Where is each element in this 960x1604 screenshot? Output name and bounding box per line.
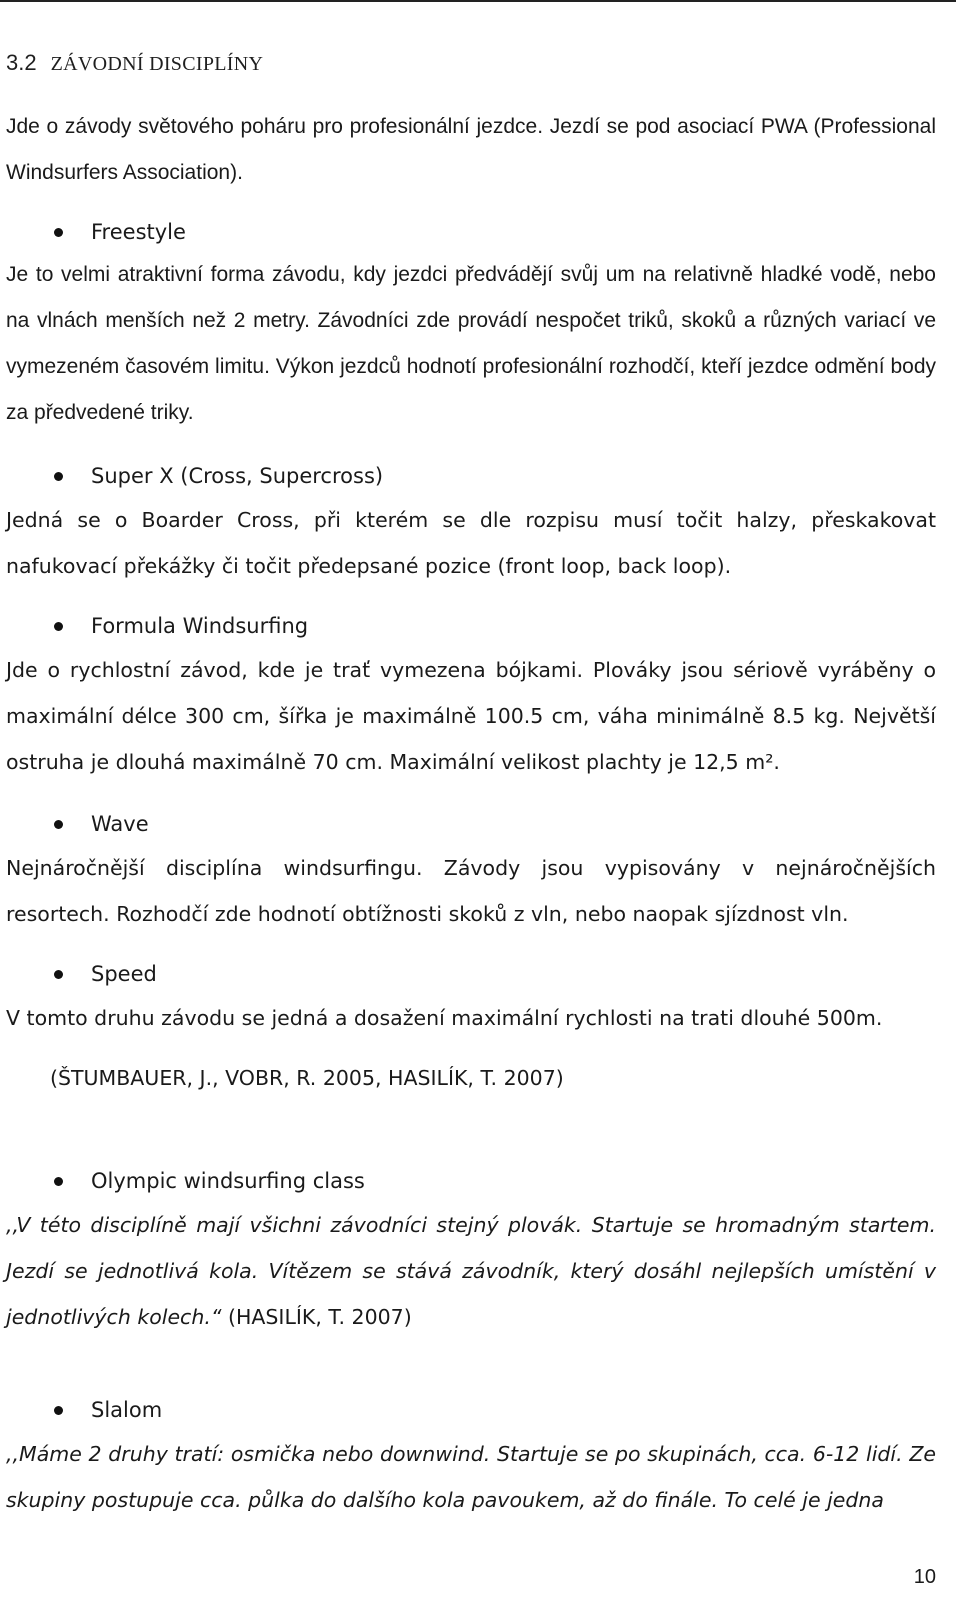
list-item-slalom xyxy=(6,1390,936,1430)
page-number: 10 xyxy=(913,1566,936,1588)
citation: (ŠTUMBAUER, J., VOBR, R. 2005, HASILÍK, T. 2007) xyxy=(50,1066,564,1090)
bullet-label: Slalom xyxy=(91,1398,163,1422)
speed-paragraph: V tomto druhu závodu se jedná a dosažení maximální rychlosti na trati dlouhé 500m. xyxy=(6,1006,883,1030)
olympic-quote-text: ‚‚V této disciplíně mají všichni závodníci stejný plovák. Startuje se hromadným startem. Jezdí se jednotlivá kola. Vítězem se stává závodník, který dosáhl nejlepších umístění v jednotlivých kolech.“ xyxy=(6,1213,936,1329)
list-item-wave xyxy=(6,804,936,844)
top-rule xyxy=(0,0,956,2)
wave-paragraph: Nejnáročnější disciplína windsurfingu. Závody jsou vypisovány v nejnáročnějších resortech. Rozhodčí zde hodnotí obtížnosti skoků z vln, nebo naopak sjízdnost vln. xyxy=(6,856,936,926)
section-number: 3.2 xyxy=(6,50,37,75)
bullet-icon xyxy=(54,1406,63,1415)
section-heading xyxy=(6,50,263,76)
bullet-icon xyxy=(54,472,63,481)
list-item-freestyle xyxy=(6,212,936,252)
bullet-label: Super X (Cross, Supercross) xyxy=(91,464,384,488)
intro-paragraph: Jde o závody světového poháru pro profesionální jezdce. Jezdí se pod asociací PWA (Professional Windsurfers Association). xyxy=(6,115,936,184)
bullet-icon xyxy=(54,622,63,631)
list-item-olympic xyxy=(6,1161,936,1201)
olympic-quote-source: (HASILÍK, T. 2007) xyxy=(221,1305,412,1329)
bullet-label: Speed xyxy=(91,962,157,986)
bullet-icon xyxy=(54,970,63,979)
slalom-quote: ‚‚Máme 2 druhy tratí: osmička nebo downwind. Startuje se po skupinách, cca. 6-12 lidí. Ze skupiny postupuje cca. půlka do dalšího kola pavoukem, až do finále. To celé je jedna xyxy=(6,1442,936,1512)
bullet-icon xyxy=(54,820,63,829)
list-item-super-x xyxy=(6,456,936,496)
list-item-formula-windsurfing xyxy=(6,606,936,646)
bullet-label: Freestyle xyxy=(91,220,186,244)
section-title: ZÁVODNÍ DISCIPLÍNY xyxy=(50,53,264,75)
bullet-label: Formula Windsurfing xyxy=(91,614,309,638)
list-item-speed xyxy=(6,954,936,994)
olympic-quote xyxy=(6,1202,936,1340)
bullet-label: Olympic windsurfing class xyxy=(91,1169,365,1193)
formula-paragraph: Jde o rychlostní závod, kde je trať vymezena bójkami. Plováky jsou sériově vyráběny o maximální délce 300 cm, šířka je maximálně 100.5 cm, váha minimálně 8.5 kg. Největší ostruha je dlouhá maximálně 70 cm. Maximální velikost plachty je 12,5 m². xyxy=(6,658,936,774)
bullet-icon xyxy=(54,228,63,237)
bullet-icon xyxy=(54,1177,63,1186)
bullet-label: Wave xyxy=(91,812,149,836)
freestyle-paragraph: Je to velmi atraktivní forma závodu, kdy jezdci předvádějí svůj um na relativně hladké vodě, nebo na vlnách menších než 2 metry. Závodníci zde provádí nespočet triků, skoků a různých variací ve vymezeném časovém limitu. Výkon jezdců hodnotí profesionální rozhodčí, kteří jezdce odmění body za předvedené triky. xyxy=(6,263,936,424)
super-x-paragraph: Jedná se o Boarder Cross, při kterém se dle rozpisu musí točit halzy, přeskakovat nafukovací překážky či točit předepsané pozice (front loop, back loop). xyxy=(6,508,936,578)
